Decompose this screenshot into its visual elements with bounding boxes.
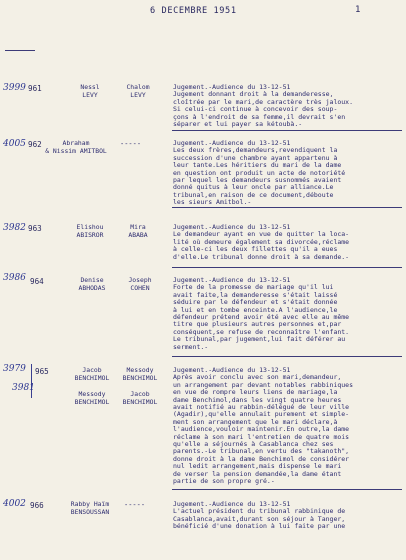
judgment-text: Jugement.-Audience du 13-12-51 Après avoir conclu avec son mari,demandeur, un arrangement par devant notables rabbiniques en vue de rompre leurs liens de mariage,la dame Benchimol,dans les vingt quatre heures avait notifié au rabbin-délégué de leur ville (Agadir),qu'elle annulait purement et simple- ment son arrangement que le mari déclare,à l'audience,vouloir maintenir.En outre,la dame réclame à son mari l'entretien de quatre mois qu'elle a séjournés à Casablanca chez ses parents.-Le tribunal,en vertu des "takanoth", donne droit à la dame Benchimol de considérer nul ledit arrangement,mais dispense le mari de verser la pension demandée,la dame étant partie de son propre gré.- [173, 367, 354, 486]
judgment-text: Jugement.-Audience du 13-12-51 L'actuel président du tribunal rabbinique de Casablanca,avait,durant son séjour à Tanger, bénéficié d'une donation à lui faite par une [173, 501, 346, 531]
counter-party-defendant: Jacob BENCHIMOL [122, 390, 158, 406]
handwritten-file-number: 3982 [3, 223, 26, 233]
entry-divider [172, 267, 402, 268]
handwritten-file-number: 3999 [3, 83, 26, 93]
judgment-text: Jugement.-Audience du 13-12-51 Le demandeur ayant en vue de quitter la loca- lité où demeure également sa divorcée,réclame à celle-ci les deux fillettes qu'il a eues d'elle.Le tribunal donne droit à sa demande.- [173, 224, 350, 261]
party-plaintiff: Nessl LEVY [80, 83, 100, 99]
handwritten-file-number: 3979 [3, 364, 26, 374]
party-plaintiff: Elishou ABISROR [76, 223, 104, 239]
header-date: 6 DECEMBRE 1951 [150, 6, 237, 16]
party-plaintiff: Denise ABHODAS [78, 276, 106, 292]
entry-number: 962 [28, 140, 42, 149]
party-plaintiff: Abraham & Nissim AMITBOL [45, 139, 107, 155]
party-defendant: Mira ABABA [128, 223, 148, 239]
page-number: 1 [355, 5, 361, 15]
entry-number: 961 [28, 84, 42, 93]
handwritten-file-number-secondary: 3981 [12, 383, 35, 393]
handwritten-file-number: 3986 [3, 273, 26, 283]
entry-number: 966 [30, 501, 44, 510]
party-defendant: ----- [124, 501, 146, 509]
counter-party-plaintiff: Messody BENCHIMOL [74, 390, 110, 406]
entry-divider [172, 356, 402, 357]
judgment-text: Jugement.-Audience du 13-12-51 Les deux frères,demandeurs,revendiquent la succession d'une chambre ayant appartenu à leur tante.Les héritiers du mari de la dame en question ont produit un acte de notoriété par lequel les demandeurs susnommés avaient donné quitus à leur oncle par alliance.Le tribunal,en raison de ce document,déboute les sieurs Amitbol.- [173, 140, 346, 207]
party-defendant: ----- [120, 140, 142, 148]
entry-divider [172, 207, 402, 208]
party-plaintiff: Rabby Haïm BENSOUSSAN [70, 500, 110, 516]
judgment-text: Jugement.-Audience du 13-12-51 Forte de la promesse de mariage qu'il lui avait faite,la demanderesse s'était laissé séduire par le défendeur et s'était donnée à lui et en tombe enceinte.A l'audience,le défendeur prétend avoir été avec elle au même titre que plusieurs autres personnes et,par conséquent,se refuse de reconnaître l'enfant. Le tribunal,par jugement,lui fait déférer au serment.- [173, 277, 350, 351]
entry-number: 964 [30, 277, 44, 286]
entry-number: 963 [28, 224, 42, 233]
handwritten-file-number: 4005 [3, 139, 26, 149]
party-plaintiff: Jacob BENCHIMOL [74, 366, 110, 382]
party-defendant: Messody BENCHIMOL [122, 366, 158, 382]
entry-number: 965 [35, 367, 49, 376]
party-defendant: Chalom LEVY [126, 83, 150, 99]
entry-divider [172, 489, 402, 490]
judgment-text: Jugement.-Audience du 13-12-51 Jugement donnant droit à la demanderesse, cloîtrée par le mari,de caractère très jaloux. Si celui-ci continue à concevoir des soup- çons à l'endroit de sa femme,il devrait s'en séparer et lui payer sa kétoubà.- [173, 84, 354, 129]
top-left-rule [5, 50, 35, 51]
handwritten-file-number: 4002 [3, 499, 26, 509]
entry-divider [172, 130, 402, 131]
party-defendant: Joseph COHEN [128, 276, 152, 292]
